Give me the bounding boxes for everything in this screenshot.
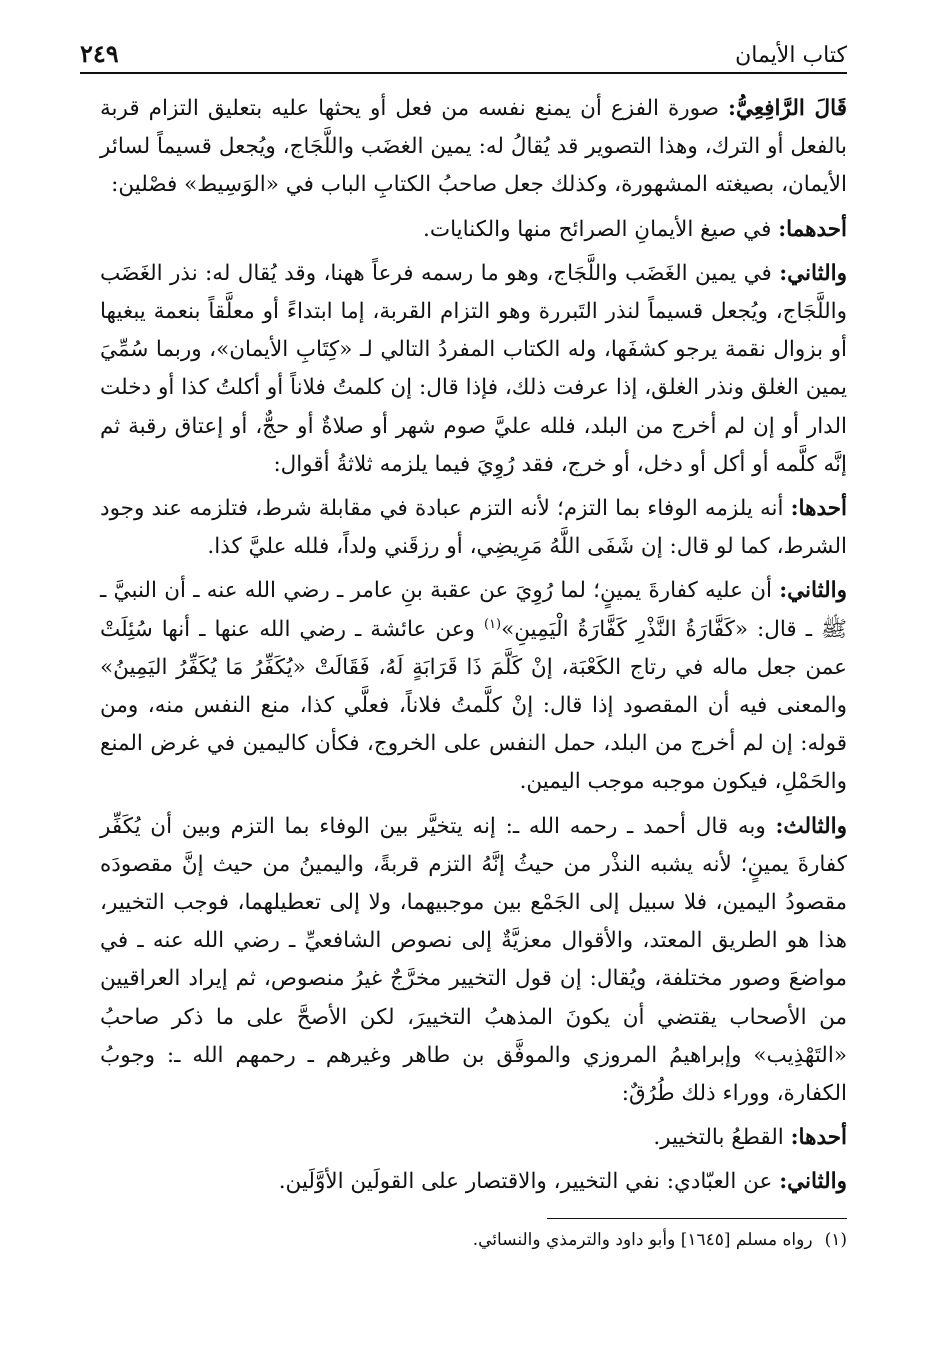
paragraph-label: والثاني: <box>779 578 847 604</box>
paragraph-text: في يمين الغَضَب واللَّجَاج، وهو ما رسمه فرعاً ههنا، وقد يُقال له: نذر الغَضَب واللَّجَاج، ويُجعل قسيماً لنذر التَبررة وهو التزام القربة، إما ابتداءً أو معلَّقاً بنعمة يبغيها أو بزوال نقمة يرجو كشفَها، وله الكتاب المفردُ التالي لـ «كِتَابِ الأيمان»، وربما سُمِّيَ يمين الغلق ونذر الغلق، إذا عرفت ذلك، فإذا قال: إن كلمتُ فلاناً أو أكلتُ كذا أو دخلت الدار أو إن لم أخرج من البلد، فلله عليَّ صوم شهر أو صلاةٌ أو حجٌّ، أو إعتاق رقبة ثم إنَّه كلَّمه أو أكل أو دخل، أو خرج، فقد رُوِيَ فيما يلزمه ثلاثةُ أقوال: <box>100 260 847 477</box>
paragraph-text: في صيغ الأيمانِ الصرائح منها والكنايات. <box>423 216 779 242</box>
paragraph-text: عن العبّادي: نفي التخيير، والاقتصار على القولَين الأوَّلَين. <box>278 1169 780 1195</box>
paragraph <box>100 1119 847 1157</box>
page-number: ٢٤٩ <box>80 39 119 68</box>
footnote-divider <box>547 1218 847 1219</box>
footnote-marker[interactable]: (١) <box>483 616 502 632</box>
paragraph <box>100 90 847 205</box>
paragraph-text: صورة الفزع أن يمنع نفسه من فعل أو يحثها عليه بتعليق التزام قربة بالفعل أو الترك، وهذا التصوير قد يُقالُ له: يمين الغضَب واللَّجَاج، ويُجعل قسيماً لسائر الأيمان، بصيغته المشهورة، وكذلك جعل صاحبُ الكتابِ الباب في «الوَسِيط» فصْلين: <box>100 96 847 198</box>
paragraph <box>100 490 847 566</box>
paragraph <box>100 211 847 249</box>
running-title: كتاب الأيمان <box>735 43 847 68</box>
main-text <box>100 90 847 1208</box>
paragraph <box>100 808 847 1114</box>
paragraph-text: أنه يلزمه الوفاء بما التزم؛ لأنه التزم عبادة في مقابلة شرط، فتلزمه عند وجود الشرط، كما لو قال: إن شَفَى اللَّهُ مَرِيضِي، أو رزقَني ولداً، فلله عليَّ كذا. <box>100 496 847 560</box>
footnote <box>100 1226 847 1254</box>
paragraph-text: وعن عائشة ـ رضي الله عنها ـ أنها سُئِلَتْ عمن جعل ماله في رتاج الكَعْبَة، إنْ كَلَّمَ ذَا قَرَابَةٍ لَهُ، فَقَالَتْ «يُكَفِّرُ مَا يُكَفِّرُ اليَمِينُ» والمعنى فيه أن المقصود إذا قال: إنْ كلَّمتُ فلاناً، فعلَّي كذا، منع النفس منه، ومن قوله: إن لم أخرج من البلد، حمل النفس على الخروج، فكأن كاليمين في غرض المنع والحَمْلِ، فيكون موجبه موجب اليمين. <box>100 616 847 795</box>
paragraph <box>100 1163 847 1201</box>
footnote-number: (١) <box>824 1230 847 1250</box>
paragraph-text: أن عليه كفارةَ يمينٍ؛ لما رُوِيَ عن عقبة بنِ عامر ـ رضي الله عنه ـ أن النبيَّ ـ ﷺ ـ قال: «كَفَّارَةُ النَّذْرِ كَفَّارَةُ الْيَمِينِ» <box>100 578 847 642</box>
footnote-text: رواه مسلم [١٦٤٥] وأبو داود والترمذي والنسائي. <box>472 1230 813 1250</box>
paragraph <box>100 572 847 801</box>
paragraph-label: والثاني: <box>779 260 847 286</box>
page-header <box>80 22 847 74</box>
paragraph-label: والثالث: <box>775 813 847 839</box>
paragraph-label: أحدها: <box>790 496 847 522</box>
paragraph-label: أحدها: <box>790 1125 847 1151</box>
paragraph-label: والثاني: <box>779 1169 847 1195</box>
paragraph <box>100 255 847 484</box>
paragraph-text: القطعُ بالتخيير. <box>653 1125 791 1151</box>
paragraph-label: أحدهما: <box>778 216 847 242</box>
paragraph-text: وبه قال أحمد ـ رحمه الله ـ: إنه يتخيَّر بين الوفاء بما التزم وبين أن يُكَفِّر كفارةَ يمينٍ؛ لأنه يشبه النذْر من حيثُ إنَّهُ التزم قربةً، واليمينُ من حيث إنَّ مقصودَه مقصودُ اليمين، فلا سبيل إلى الجَمْع بين موجبيهما، ولا إلى تعطيلهما، فوجب التخيير، هذا هو الطريق المعتد، والأقوال معزيَّةٌ إلى نصوص الشافعيِّ ـ رضي الله عنه ـ في مواضعَ وصور مختلفة، ويُقال: إن قول التخيير مخرَّجٌ غيرُ منصوص، ثم إيراد العراقيين من الأصحاب يقتضي أن يكونَ المذهبُ التخييرَ، لكن الأصحَّ على ما ذكر صاحبُ «التَهْذِيب» وإبراهيمُ المروزي والموفَّق بن طاهر وغيرهم ـ رحمهم الله ـ: وجوبُ الكفارة، ووراء ذلك طُرُقٌ: <box>100 813 847 1107</box>
paragraph-label: قَالَ الرَّافِعِيُّ: <box>728 96 847 121</box>
